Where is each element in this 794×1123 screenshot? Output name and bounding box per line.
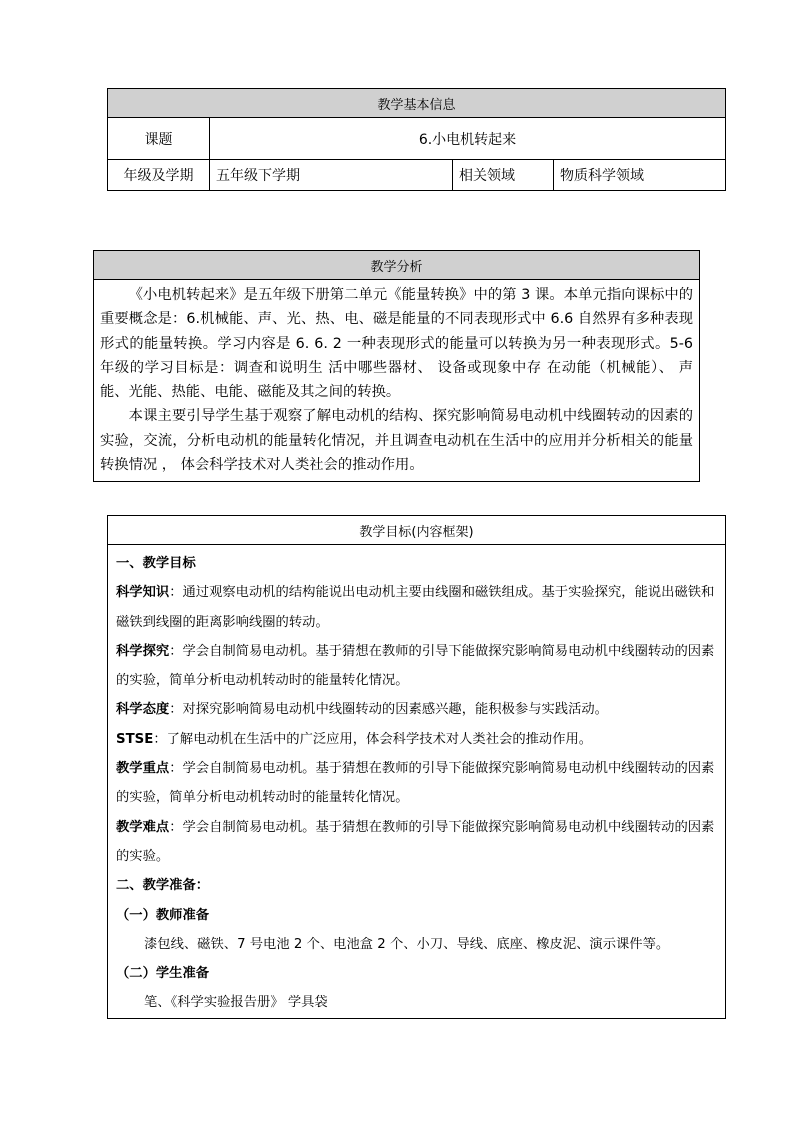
analysis-header: 教学分析 (94, 251, 700, 280)
difficulty-text: ：学会自制简易电动机。基于猜想在教师的引导下能做探究影响简易电动机中线圈转动的因素的实验。 (116, 819, 715, 864)
knowledge-label: 科学知识 (116, 585, 170, 601)
objectives-header: 教学目标(内容框架) (108, 516, 726, 545)
stse-text: ：了解电动机在生活中的广泛应用，体会科学技术对人类社会的推动作用。 (153, 731, 593, 747)
knowledge-item (116, 578, 717, 637)
teacher-prep-title: （一）教师准备 (116, 907, 210, 923)
stse-label: STSE (116, 731, 154, 747)
attitude-item (116, 695, 717, 724)
attitude-text: ：对探究影响简易电动机中线圈转动的因素感兴趣，能积极参与实践活动。 (169, 702, 608, 718)
topic-value: 6.小电机转起来 (210, 118, 726, 160)
inquiry-item (116, 637, 717, 696)
domain-label: 相关领域 (453, 160, 554, 191)
teacher-prep-text: 漆包线、磁铁、7 号电池 2 个、电池盒 2 个、小刀、导线、底座、橡皮泥、演示课件等。 (144, 936, 670, 952)
topic-label: 课题 (108, 118, 210, 160)
section1-title: 一、教学目标 (116, 556, 196, 571)
section2-title: 二、教学准备： (116, 878, 210, 894)
inquiry-label: 科学探究 (116, 643, 170, 659)
basic-info-table (107, 88, 726, 191)
basic-info-header: 教学基本信息 (108, 89, 726, 118)
grade-label: 年级及学期 (108, 160, 210, 191)
grade-value: 五年级下学期 (210, 160, 453, 191)
difficulty-item (116, 813, 717, 872)
key-point-text: ：学会自制简易电动机。基于猜想在教师的引导下能做探究影响简易电动机中线圈转动的因素的实验，简单分析电动机转动时的能量转化情况。 (116, 761, 715, 806)
objectives-body (108, 545, 726, 1019)
stse-item (116, 725, 717, 754)
attitude-label: 科学态度 (116, 702, 170, 718)
domain-value: 物质科学领域 (554, 160, 726, 191)
inquiry-text: ：学会自制简易电动机。基于猜想在教师的引导下能做探究影响简易电动机中线圈转动的因素的实验，简单分析电动机转动时的能量转化情况。 (116, 643, 715, 689)
knowledge-text: ：通过观察电动机的结构能说出电动机主要由线圈和磁铁组成。基于实验探究，能说出磁铁和磁铁到线圈的距离影响线圈的转动。 (116, 585, 715, 630)
analysis-body (94, 280, 700, 482)
objectives-table (107, 515, 726, 1019)
analysis-paragraph-1: 《小电机转起来》是五年级下册第二单元《能量转换》中的第 3 课。本单元指向课标中的重要概念是：6.机械能、声、光、热、电、磁是能量的不同表现形式中 6.6 自然界有多种表现形式的能量转换。学习内容是 6. 6. 2 一种表现形式的能量可以转换为另一种表现形式。5-6 年级的学习目标是：调查和说明生 活中哪些器材、 设备或现象中存 在动能（机械能）、 声能、光能、热能、电能、磁能及其之间的转换。 (100, 287, 693, 401)
difficulty-label: 教学难点 (116, 819, 170, 835)
analysis-paragraph-2: 本课主要引导学生基于观察了解电动机的结构、探究影响简易电动机中线圈转动的因素的实验，交流，分析电动机的能量转化情况，并且调查电动机在生活中的应用并分析相关的能量转换情况 ， 体会科学技术对人类社会的推动作用。 (100, 408, 693, 474)
key-point-label: 教学重点 (116, 761, 170, 777)
key-point-item (116, 754, 717, 813)
student-prep-title: （二）学生准备 (116, 966, 210, 982)
student-prep-text: 笔、《科学实验报告册》 学具袋 (144, 995, 328, 1011)
analysis-table (93, 250, 700, 482)
